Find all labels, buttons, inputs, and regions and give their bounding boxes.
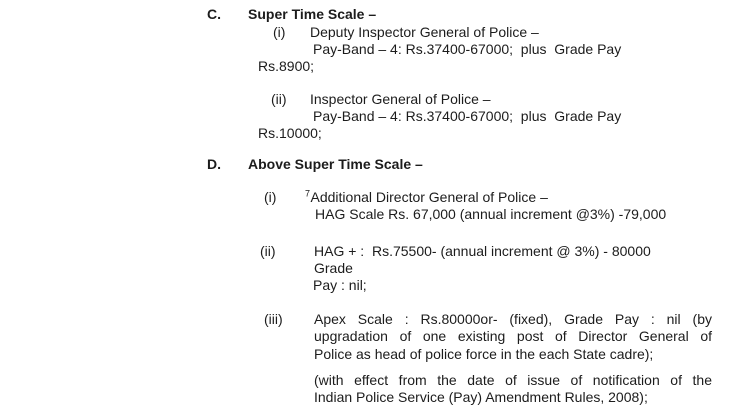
footnote-marker: 7 bbox=[305, 188, 311, 199]
section-title-c: Super Time Scale – bbox=[248, 6, 377, 22]
item-label-d-i: (i) bbox=[264, 189, 277, 205]
text-line: Police as head of police force in the each State cadre); bbox=[314, 346, 654, 362]
section-title-d: Above Super Time Scale – bbox=[248, 156, 423, 172]
item-label-c-i: (i) bbox=[273, 24, 286, 40]
text-line: Pay-Band – 4: Rs.37400-67000; plus Grade Pay bbox=[313, 108, 622, 124]
item-label-d-ii: (ii) bbox=[260, 243, 276, 259]
text-line: Deputy Inspector General of Police – bbox=[310, 24, 539, 40]
text-line bbox=[305, 189, 548, 206]
text-line: Grade bbox=[314, 260, 353, 276]
text-line: (with effect from the date of issue of notification of the bbox=[314, 372, 712, 388]
text-line-content: Additional Director General of Police – bbox=[310, 189, 548, 205]
text-line: HAG Scale Rs. 67,000 (annual increment @3%) -79,000 bbox=[315, 206, 667, 222]
text-line: Rs.10000; bbox=[258, 125, 322, 141]
text-line: Pay : nil; bbox=[313, 277, 367, 293]
item-label-d-iii: (iii) bbox=[264, 311, 283, 327]
section-letter-c: C. bbox=[207, 6, 221, 22]
text-line: Indian Police Service (Pay) Amendment Rules, 2008); bbox=[314, 389, 648, 405]
text-line: upgradation of one existing post of Director General of bbox=[314, 328, 712, 344]
text-line: Apex Scale : Rs.80000or- (fixed), Grade Pay : nil (by bbox=[314, 311, 712, 327]
text-line: Pay-Band – 4: Rs.37400-67000; plus Grade Pay bbox=[313, 41, 622, 57]
text-line: HAG + : Rs.75500- (annual increment @ 3%) - 80000 bbox=[314, 243, 651, 259]
text-line: Rs.8900; bbox=[258, 58, 315, 74]
text-line: Inspector General of Police – bbox=[310, 91, 491, 107]
item-label-c-ii: (ii) bbox=[271, 91, 287, 107]
section-letter-d: D. bbox=[207, 156, 221, 172]
